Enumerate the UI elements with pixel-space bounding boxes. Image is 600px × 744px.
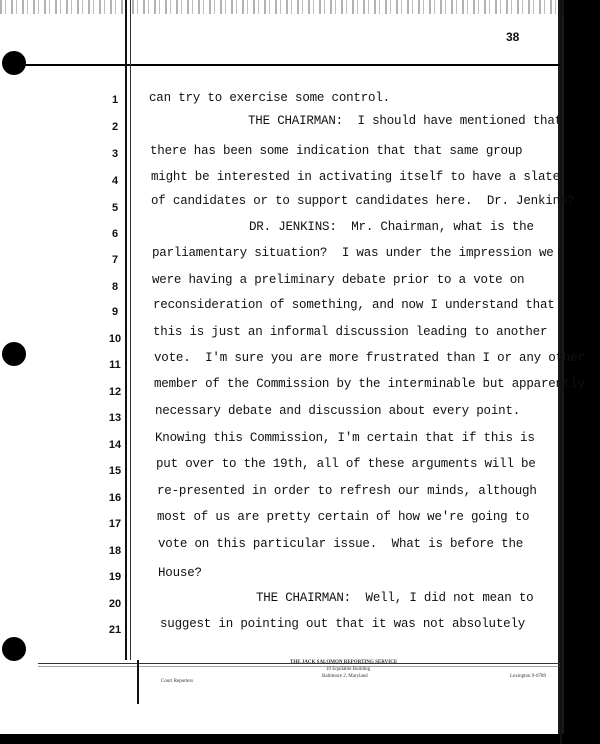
line-number: 15	[108, 465, 122, 477]
header-rule	[22, 64, 560, 66]
transcript-line: most of us are pretty certain of how we're going to	[157, 510, 530, 524]
scan-noise-top	[0, 0, 600, 14]
line-number: 20	[108, 598, 122, 610]
punch-hole-middle	[2, 342, 26, 366]
transcript-line: necessary debate and discussion about every point.	[155, 404, 521, 418]
line-number: 4	[111, 175, 119, 187]
transcript-line: can try to exercise some control.	[149, 91, 390, 105]
line-number: 10	[108, 333, 122, 345]
footer-address-line1: 10 Equitable Building	[326, 667, 371, 672]
transcript-line: put over to the 19th, all of these arguments will be	[156, 457, 536, 471]
scan-edge-right	[564, 0, 600, 744]
line-number: 13	[108, 412, 122, 424]
transcript-line: reconsideration of something, and now I understand that	[153, 298, 555, 312]
footer-rule-secondary	[38, 666, 560, 667]
line-number: 7	[111, 254, 119, 266]
footer-court-reporters: Court Reporters	[161, 679, 194, 684]
footer-phone: Lexington 9-6789	[510, 674, 546, 679]
line-number: 16	[108, 492, 122, 504]
transcript-line: vote. I'm sure you are more frustrated than I or any other	[154, 351, 585, 365]
right-margin-rule	[560, 0, 562, 744]
speaker-line: THE CHAIRMAN: I should have mentioned that	[248, 114, 562, 128]
transcript-line: vote on this particular issue. What is before the	[158, 537, 524, 551]
transcript-line: of candidates or to support candidates here. Dr. Jenkins?	[151, 194, 575, 208]
line-number: 6	[111, 228, 119, 240]
footer-service-name: THE JACK SALOMON REPORTING SERVICE	[290, 660, 398, 665]
page-number: 38	[506, 30, 520, 44]
line-number: 21	[108, 624, 122, 636]
transcript-line: suggest in pointing out that it was not absolutely	[160, 617, 526, 631]
punch-hole-bottom	[2, 637, 26, 661]
left-margin-rule-inner	[130, 0, 131, 660]
transcript-line: re-presented in order to refresh our minds, although	[157, 484, 537, 498]
line-number: 2	[111, 121, 119, 133]
line-number: 9	[111, 306, 119, 318]
scan-noise-corner	[0, 0, 60, 50]
line-number: 12	[108, 386, 122, 398]
speaker-line: THE CHAIRMAN: Well, I did not mean to	[256, 591, 534, 605]
transcript-line: this is just an informal discussion leading to another	[153, 325, 548, 339]
line-number: 17	[108, 518, 122, 530]
transcript-line: there has been some indication that that same group	[150, 144, 523, 158]
line-number: 18	[108, 545, 122, 557]
transcript-line: House?	[158, 566, 202, 580]
transcript-line: might be interested in activating itself to have a slate	[151, 170, 560, 184]
scan-edge-bottom	[0, 734, 600, 744]
transcript-line: member of the Commission by the interminable but apparently	[154, 377, 585, 391]
line-number: 5	[111, 202, 119, 214]
transcript-line: Knowing this Commission, I'm certain that if this is	[155, 431, 535, 445]
speaker-line: DR. JENKINS: Mr. Chairman, what is the	[249, 220, 534, 234]
line-number: 19	[108, 571, 122, 583]
transcript-line: were having a preliminary debate prior to a vote on	[152, 273, 525, 287]
line-number: 11	[109, 359, 121, 371]
line-number: 14	[108, 439, 122, 451]
transcript-line: parliamentary situation? I was under the impression we	[152, 246, 554, 260]
punch-hole-top	[2, 51, 26, 75]
line-number: 8	[111, 281, 119, 293]
footer-address-line2: Baltimore 2, Maryland	[322, 674, 368, 679]
line-number: 1	[111, 94, 119, 106]
footer-divider	[137, 660, 139, 704]
line-number: 3	[111, 148, 119, 160]
